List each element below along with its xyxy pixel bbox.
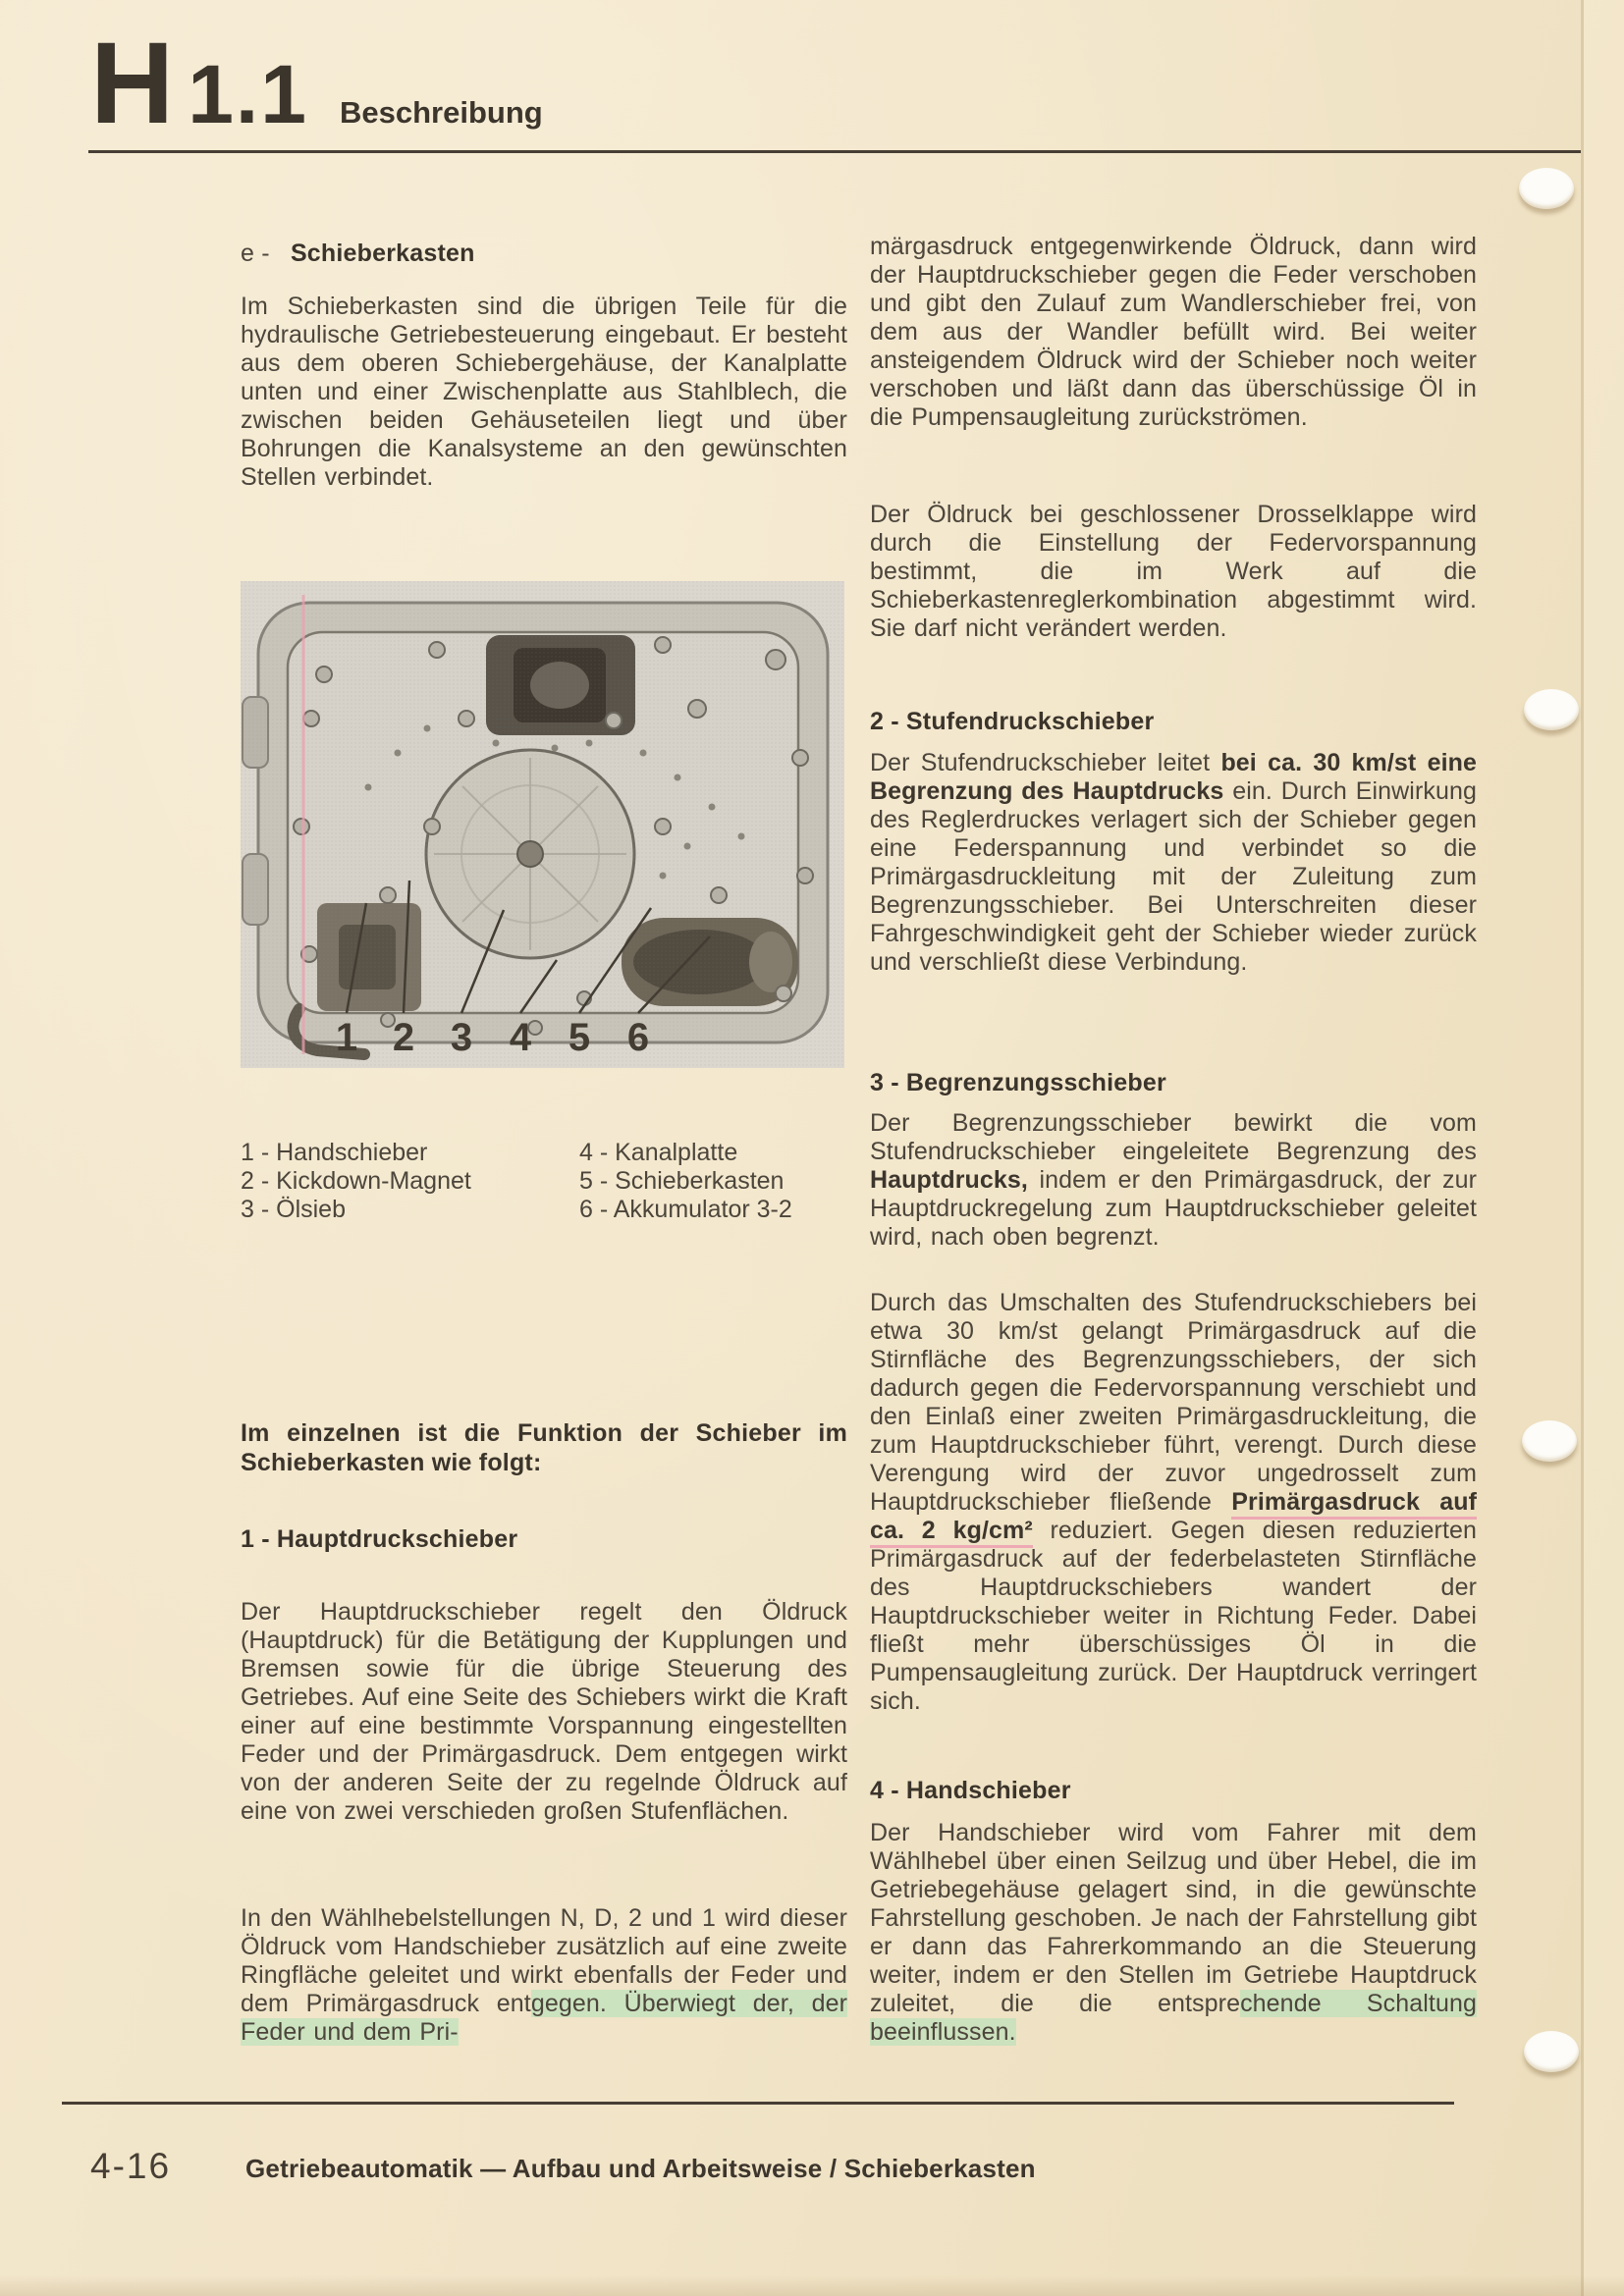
punch-hole bbox=[1522, 1420, 1577, 1462]
valve-body-photo-svg bbox=[241, 581, 844, 1068]
punch-hole bbox=[1519, 168, 1574, 209]
begrenzung-pre: Der Begrenzungsschieber bewirkt die vom Stufendruckschieber eingeleitete Begrenzung des bbox=[870, 1109, 1477, 1165]
legend-item: 2 - Kickdown-Magnet bbox=[241, 1167, 471, 1195]
begrenzungsschieber-paragraph bbox=[870, 1109, 1477, 1252]
punch-hole bbox=[1524, 2031, 1579, 2072]
stufendruckschieber-paragraph bbox=[870, 749, 1477, 977]
figure-legend bbox=[241, 1139, 847, 1232]
umschalten-paragraph bbox=[870, 1289, 1477, 1716]
halftone-overlay bbox=[241, 581, 844, 1068]
waehlhebel-paragraph-highlight: gegen. Überwiegt der, der Feder und dem Pri- bbox=[241, 1990, 847, 2046]
callout-number-5: 5 bbox=[568, 1016, 591, 1059]
page-edge-strip bbox=[1584, 0, 1624, 2296]
section-code-number: 1.1 bbox=[188, 48, 308, 140]
section-label: Beschreibung bbox=[340, 95, 543, 130]
legend-item: 4 - Kanalplatte bbox=[579, 1139, 738, 1166]
continuation-paragraph: märgasdruck entgegenwirkende Öldruck, dann wird der Hauptdruckschieber gegen die Feder verschoben und gibt den Zulauf zum Wandlerschieber frei, von dem aus der Wandler befüllt wird. Bei weiter ansteigendem Öldruck wird der Schieber noch weiter verschoben und läßt dann das überschüssige Öl in die Pumpensaugleitung zurückströmen. bbox=[870, 233, 1477, 431]
legend-column-left bbox=[241, 1139, 471, 1224]
footer-rule bbox=[62, 2102, 1454, 2105]
valve-body-photo bbox=[241, 581, 844, 1068]
page-number: 4-16 bbox=[90, 2146, 172, 2186]
waehlhebel-paragraph-start: In den Wählhebelstellungen N, D, 2 und 1 wird dieser Öldruck vom Handschieber zusätzlich auf eine zweite Ringfläche geleitet und wirkt ebenfalls der Feder und dem Primärgasdruck ent bbox=[241, 1904, 847, 2017]
begrenzung-bold: Hauptdrucks, bbox=[870, 1166, 1028, 1194]
footer-chapter-title: Getriebeautomatik — Aufbau und Arbeitsweise / Schieberkasten bbox=[245, 2154, 1036, 2183]
umschalten-bold: Primärgasdruck auf ca. 2 kg/cm² bbox=[870, 1488, 1477, 1548]
callout-number-2: 2 bbox=[392, 1016, 415, 1059]
callout-number-4: 4 bbox=[509, 1016, 532, 1059]
legend-item: 6 - Akkumulator 3-2 bbox=[579, 1196, 792, 1223]
hauptdruckschieber-paragraph: Der Hauptdruckschieber regelt den Öldruck (Hauptdruck) für die Betätigung der Kupplungen und Bremsen sowie für die übrige Steuerung des Getriebes. Auf eine Seite des Schiebers wirkt die Kraft einer auf eine bestimmte Vorspannung eingestellten Feder und der Primärgasdruck. Dem entgegen wirkt von der anderen Seite der zu regelnde Öldruck auf eine von zwei verschieden großen Stufenflächen. bbox=[241, 1598, 847, 1825]
page-header bbox=[90, 19, 543, 148]
function-intro-heading: Im einzelnen ist die Funktion der Schieber im Schieberkasten wie folgt: bbox=[241, 1419, 847, 1476]
callout-number-3: 3 bbox=[450, 1016, 473, 1059]
section2-heading: 2 - Stufendruckschieber bbox=[870, 708, 1155, 735]
legend-column-right bbox=[579, 1139, 792, 1224]
subsection-heading-prefix: e - bbox=[241, 240, 270, 267]
legend-item: 1 - Handschieber bbox=[241, 1139, 428, 1166]
subsection-heading bbox=[241, 239, 847, 268]
page-bottom-shadow bbox=[0, 2275, 1624, 2296]
section3-heading: 3 - Begrenzungsschieber bbox=[870, 1069, 1166, 1096]
handschieber-paragraph bbox=[870, 1819, 1477, 2047]
handschieber-highlight: chende Schaltung beeinflussen. bbox=[870, 1990, 1477, 2046]
callout-number-6: 6 bbox=[626, 1016, 650, 1059]
section-code-letter: H bbox=[90, 19, 173, 148]
intro-paragraph: Im Schieberkasten sind die übrigen Teile für die hydraulische Getriebesteuerung eingebaut. Er besteht aus dem oberen Schiebergehäuse, der Kanalplatte unten und einer Zwischenplatte aus Stahlblech, die zwischen beiden Gehäuseteilen liegt und über Bohrungen die Kanalsysteme an den gewünschten Stellen verbindet. bbox=[241, 293, 847, 491]
header-rule bbox=[88, 150, 1581, 153]
waehlhebel-paragraph bbox=[241, 1904, 847, 2047]
section4-heading: 4 - Handschieber bbox=[870, 1777, 1071, 1804]
handschieber-start: Der Handschieber wird vom Fahrer mit dem Wählhebel über einen Seilzug und über Hebel, die im Getriebegehäuse gelagert sind, in die gewünschte Fahrstellung geschoben. Je nach der Fahrstellung gibt er dann das Fahrerkommando an die Steuerung weiter, indem er den Stellen im Getriebe Hauptdruck zuleitet, die die entspre bbox=[870, 1819, 1477, 2017]
punch-hole bbox=[1524, 689, 1579, 730]
legend-item: 3 - Ölsieb bbox=[241, 1196, 346, 1223]
umschalten-pre: Durch das Umschalten des Stufendruckschiebers bei etwa 30 km/st gelangt Primärgasdruck auf die Stirnfläche des Begrenzungsschiebers, der sich dadurch gegen die Federvorspannung verschiebt und den Einlaß einer zweiten Primärgasdruckleitung, die zum Hauptdruckschieber führt, verengt. Durch diese Verengung wird der zuvor ungedrosselt zum Hauptdruckschieber fließende bbox=[870, 1289, 1477, 1516]
stufendruck-bold: bei ca. 30 km/st eine Begrenzung des Hauptdrucks bbox=[870, 749, 1477, 805]
stufendruck-post: ein. Durch Einwirkung des Reglerdruckes verlagert sich der Schieber gegen eine Federspannung und verbindet so die Primärgasdruckleitung mit der Zuleitung zum Begrenzungsschieber. Bei Unterschreiten dieser Fahrgeschwindigkeit geht der Schieber wieder zurück und verschließt diese Verbindung. bbox=[870, 777, 1478, 976]
oeldruck-paragraph: Der Öldruck bei geschlossener Drosselklappe wird durch die Einstellung der Federvorspannung bestimmt, die im Werk auf die Schieberkastenreglerkombination abgestimmt wird. Sie darf nicht verändert werden. bbox=[870, 501, 1477, 642]
subsection-heading-label: Schieberkasten bbox=[290, 240, 475, 267]
legend-item: 5 - Schieberkasten bbox=[579, 1167, 785, 1195]
stufendruck-pre: Der Stufendruckschieber leitet bbox=[870, 749, 1221, 776]
begrenzung-post: indem er den Primärgasdruck, der zur Hauptdruckregelung zum Hauptdruckschieber geleitet wird, nach oben begrenzt. bbox=[870, 1166, 1477, 1251]
umschalten-post: reduziert. Gegen diesen reduzierten Primärgasdruck auf der federbelasteten Stirnfläche des Hauptdruckschiebers wandert der Hauptdruckschieber weiter in Richtung Feder. Dabei fließt mehr überschüssiges Öl in die Pumpensaugleitung zurück. Der Hauptdruck verringert sich. bbox=[870, 1517, 1477, 1715]
section1-heading: 1 - Hauptdruckschieber bbox=[241, 1525, 518, 1553]
callout-number-1: 1 bbox=[335, 1016, 358, 1059]
